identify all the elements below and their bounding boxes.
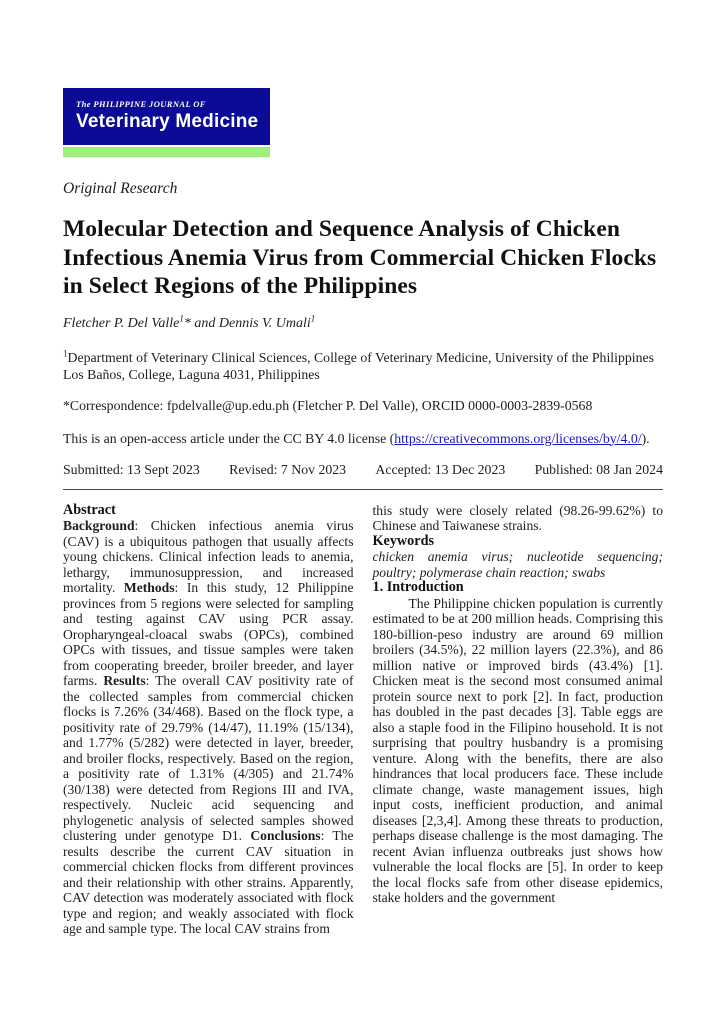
abstract-continuation: this study were closely related (98.26-99.62%) to Chinese and Taiwanese strains.: [372, 502, 663, 533]
abstract-results-label: Results: [103, 673, 146, 688]
article-body: [63, 503, 663, 937]
abstract-results-text: : The overall CAV positivity rate of the collected samples from commercial chicken flocks is 7.26% (34/468). Based on the flock type, a positivity rate of 29.79% (14/47), 11.19% (15/134), and 1.77% (5/282) were detected in layer, breeder, and broiler flocks, respectively. Based on the region, a positivity rate of 1.31% (4/305) and 21.74% (30/138) were detected from Regions III and IVA, respectively. Nucleic acid sequencing and phylogenetic analysis of selected samples showed clustering under genotype D1.: [63, 673, 354, 843]
abstract-background-label: Background: [63, 518, 135, 533]
article-title: Molecular Detection and Sequence Analysis of Chicken Infectious Anemia Virus from Commercial Chicken Flocks in Select Regions of the Philippines: [63, 216, 657, 299]
accepted-date: Accepted: 13 Dec 2023: [375, 461, 506, 477]
author-2: Dennis V. Umali: [218, 315, 311, 331]
introduction-paragraph: The Philippine chicken population is currently estimated to be at 200 million heads. Comprising this 180-billion-peso industry are around 69 million broilers (34.5%), 22 million layers (22.3%), and 86 million native or improved birds (43.4%) [1]. Chicken meat is the second most consumed animal protein source next to pork [2]. In fact, production has doubled in the past decades [3]. Table eggs are also a staple food in the Filipino household. It is not surprising that poultry husbandry is a promising venture. Along with the benefits, there are also hindrances that local producers face. These include climate change, waste management issues, high input costs, inefficient production, and animal diseases [2,3,4]. Among these threats to production, perhaps disease challenge is the most damaging. The recent Avian influenza outbreaks just shows how vulnerable the local flocks are [5]. In order to keep the local flocks safe from other disease epidemics, stake holders and the government: [372, 595, 663, 905]
affiliation-text: Department of Veterinary Clinical Sciences, College of Veterinary Medicine, University of the Philippines Los Baños, College, Laguna 4031, Philippines: [63, 349, 654, 382]
right-column: [373, 503, 664, 937]
keywords-heading: Keywords: [372, 532, 434, 549]
introduction-heading: 1. Introduction: [372, 579, 464, 595]
author-1-affil-mark: 1: [179, 312, 184, 323]
abstract-methods-text: : In this study, 12 Philippine provinces from 5 regions were selected for sampling and testing against CAV using PCR assay. Oropharyngeal-cloacal swabs (OPCs), combined OPCs with tissues, and tissue samples were taken from cooperating breeder, broiler breeder, and layer farms.: [63, 580, 354, 688]
submitted-date: Submitted: 13 Sept 2023: [63, 461, 200, 477]
article-type-label: Original Research: [63, 180, 178, 197]
license-text-pre: This is an open-access article under the CC BY 4.0 license (: [63, 430, 395, 446]
correspondence-line: *Correspondence: fpdelvalle@up.edu.ph (Fletcher P. Del Valle), ORCID 0000-0003-2839-0568: [63, 397, 593, 413]
published-date: Published: 08 Jan 2024: [534, 461, 663, 477]
header-divider: [63, 489, 663, 490]
abstract-background-text: : Chicken infectious anemia virus (CAV) is a ubiquitous pathogen that usually affects young chickens. Clinical infection leads to anemia, lethargy, immunosuppression, and increased mortality.: [63, 518, 354, 595]
dates-row: [63, 462, 663, 478]
author-join: and: [190, 315, 219, 331]
logo-green-bar: [63, 147, 270, 157]
abstract-conclusions-text: : The results describe the current CAV situation in commercial chicken flocks from different provinces and their relationship with other strains. Apparently, CAV detection was moderately associated with flock type and region; and weakly associated with flock age and sample type. The local CAV strains from: [63, 828, 354, 936]
left-column: [63, 503, 354, 937]
keywords-text: chicken anemia virus; nucleotide sequencing; poultry; polymerase chain reaction; swabs: [372, 549, 663, 580]
revised-date: Revised: 7 Nov 2023: [229, 461, 347, 477]
license-link[interactable]: https://creativecommons.org/licenses/by/4.0/: [394, 430, 642, 446]
journal-logo: [63, 88, 270, 157]
affiliation-mark: 1: [63, 347, 68, 358]
abstract-conclusions-label: Conclusions: [250, 828, 321, 843]
journal-logo-blue-box: [63, 88, 270, 145]
license-text-post: ).: [641, 430, 650, 446]
author-1: Fletcher P. Del Valle: [63, 315, 180, 331]
journal-name-small: The PHILIPPINE JOURNAL OF: [76, 99, 206, 109]
abstract-text: [63, 518, 354, 937]
abstract-methods-label: Methods: [123, 580, 175, 595]
abstract-heading: Abstract: [63, 501, 116, 518]
journal-name-main: Veterinary Medicine: [76, 111, 259, 132]
affiliation: [63, 349, 663, 384]
license-line: [63, 431, 663, 447]
author-line: [63, 312, 663, 332]
corresponding-author-star: *: [183, 315, 191, 331]
author-2-affil-mark: 1: [310, 312, 316, 323]
